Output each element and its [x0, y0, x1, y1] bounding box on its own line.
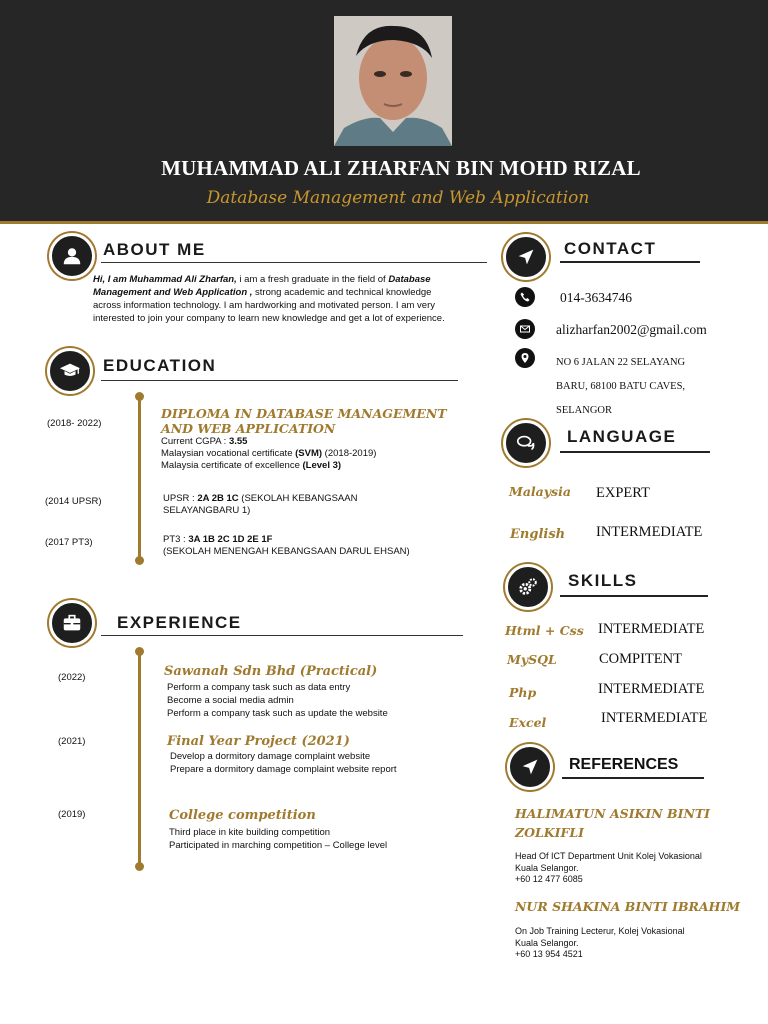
experience-item: Perform a company task such as data entry [167, 682, 351, 693]
about-field-2: Management and Web Application , [93, 287, 253, 298]
experience-item: Prepare a dormitory damage complaint website report [170, 764, 397, 775]
pt3-label: PT3 : [163, 534, 189, 545]
reference-phone: +60 12 477 6085 [515, 874, 583, 884]
contact-section-icon [503, 234, 549, 280]
education-rule [101, 380, 458, 381]
user-icon [61, 245, 83, 267]
references-title: REFERENCES [569, 756, 679, 773]
reference-role: On Job Training Lecterur, Kolej Vokasional [515, 926, 685, 936]
contact-title: CONTACT [564, 239, 657, 258]
skills-title: SKILLS [568, 571, 638, 590]
language-title: LANGUAGE [567, 427, 677, 446]
briefcase-icon [61, 612, 83, 634]
education-diploma-details [161, 436, 376, 472]
experience-rule [101, 635, 463, 636]
mail-icon [515, 319, 535, 339]
chat-bubbles-icon [515, 432, 537, 454]
header-divider [0, 221, 768, 224]
reference-phone: +60 13 954 4521 [515, 949, 583, 959]
experience-timeline [138, 653, 141, 865]
reference-role: Head Of ICT Department Unit Kolej Vokasional [515, 851, 702, 861]
about-field: Database [388, 274, 431, 285]
reference-details [515, 926, 685, 961]
education-section-icon [47, 348, 93, 394]
address-line: SELANGOR [556, 405, 613, 416]
contact-email[interactable]: alizharfan2002@gmail.com [556, 322, 707, 337]
skill-name: MySQL [507, 652, 557, 667]
experience-items [170, 750, 397, 776]
experience-items [169, 826, 387, 852]
education-diploma-title [161, 406, 447, 436]
education-title: EDUCATION [103, 356, 217, 375]
experience-items [167, 681, 388, 720]
upsr-grades: 2A 2B 1C [197, 493, 239, 504]
experience-item: Perform a company task such as update the website [167, 708, 388, 719]
language-section-icon [503, 420, 549, 466]
experience-title: EXPERIENCE [117, 613, 242, 632]
skill-level: COMPITENT [599, 651, 682, 667]
language-level: INTERMEDIATE [596, 524, 703, 540]
reference-name-line: ZOLKIFLI [515, 825, 585, 840]
svm-years: (2018-2019) [322, 448, 377, 459]
graduation-cap-icon [59, 360, 81, 382]
navigation-arrow-icon [519, 756, 541, 778]
about-rule [101, 262, 487, 263]
gears-icon [517, 576, 539, 598]
education-date: (2017 PT3) [45, 537, 93, 548]
experience-timeline-bottom [135, 862, 144, 871]
about-text-4: interested to join your company to learn new knowledge and get a lot of experience. [93, 313, 445, 324]
pt3-school: (SEKOLAH MENENGAH KEBANGSAAN DARUL EHSAN) [163, 546, 410, 557]
education-pt3 [163, 534, 410, 558]
experience-item: Third place in kite building competition [169, 827, 331, 838]
about-greeting: Hi, I am Muhammad Ali Zharfan, [93, 274, 237, 285]
job-title: Database Management and Web Application [206, 188, 590, 208]
skills-rule [560, 595, 708, 597]
skill-name: Html + Css [505, 623, 584, 638]
education-timeline-bottom [135, 556, 144, 565]
about-text-2: strong academic and technical knowledge [252, 287, 432, 298]
address-line: BARU, 68100 BATU CAVES, [556, 381, 686, 392]
skill-level: INTERMEDIATE [601, 710, 708, 726]
mce-level: (Level 3) [302, 460, 342, 471]
experience-head: Final Year Project (2021) [167, 734, 350, 749]
diploma-line-2: AND WEB APPLICATION [161, 421, 336, 436]
experience-item: Develop a dormitory damage complaint website [170, 751, 371, 762]
upsr-school: (SEKOLAH KEBANGSAAN [238, 493, 358, 504]
skill-name: Excel [509, 715, 547, 730]
reference-name: NUR SHAKINA BINTI IBRAHIM [515, 899, 741, 914]
education-date: (2018- 2022) [47, 418, 102, 429]
diploma-line-1: DIPLOMA IN DATABASE MANAGEMENT [161, 406, 447, 421]
language-rule [560, 451, 710, 453]
experience-head: College competition [169, 808, 316, 823]
reference-location: Kuala Selangor. [515, 862, 579, 873]
upsr-school-2: SELAYANGBARU 1) [163, 505, 251, 516]
reference-location: Kuala Selangor. [515, 937, 579, 948]
experience-item: Participated in marching competition – College level [169, 840, 388, 851]
experience-section-icon [49, 600, 95, 646]
reference-name [515, 804, 710, 842]
skills-section-icon [505, 564, 551, 610]
references-section-icon [507, 744, 553, 790]
skill-level: INTERMEDIATE [598, 621, 705, 637]
skill-name: Php [509, 685, 537, 700]
navigation-arrow-icon [515, 246, 537, 268]
about-text-1: i am a fresh graduate in the field of [236, 274, 389, 285]
language-name: English [510, 527, 566, 542]
pt3-grades: 3A 1B 2C 1D 2E 1F [188, 534, 273, 545]
cgpa-label: Current CGPA : [161, 436, 229, 447]
language-level: EXPERT [596, 485, 650, 501]
reference-details [515, 851, 702, 886]
cgpa-value: 3.55 [228, 436, 248, 447]
upsr-label: UPSR : [163, 493, 198, 504]
svm-label: Malaysian vocational certificate [161, 448, 296, 459]
about-text [93, 273, 493, 325]
profile-photo [334, 16, 452, 146]
experience-head: Sawanah Sdn Bhd (Practical) [164, 664, 378, 679]
reference-name-line: HALIMATUN ASIKIN BINTI [515, 806, 711, 821]
education-timeline [138, 398, 141, 558]
contact-rule [560, 261, 700, 263]
education-upsr [163, 493, 357, 517]
skill-level: INTERMEDIATE [598, 681, 705, 697]
location-pin-icon [515, 348, 535, 368]
about-text-3: across information technology. I am hardworking and motivated person. I am very [93, 300, 435, 311]
svm-abbr: (SVM) [295, 448, 323, 459]
phone-icon [515, 287, 535, 307]
about-section-icon [49, 233, 95, 279]
education-date: (2014 UPSR) [45, 496, 102, 507]
full-name: MUHAMMAD ALI ZHARFAN BIN MOHD RIZAL [161, 156, 641, 180]
experience-item: Become a social media admin [167, 695, 294, 706]
experience-date: (2021) [58, 736, 86, 747]
mce-label: Malaysia certificate of excellence [161, 460, 303, 471]
contact-phone[interactable]: 014-3634746 [560, 290, 632, 305]
address-line: NO 6 JALAN 22 SELAYANG [556, 357, 686, 368]
experience-date: (2022) [58, 672, 86, 683]
language-name: Malaysia [509, 484, 571, 499]
experience-date: (2019) [58, 809, 86, 820]
references-rule [562, 777, 704, 779]
contact-address [556, 351, 685, 423]
about-title: ABOUT ME [103, 240, 206, 259]
